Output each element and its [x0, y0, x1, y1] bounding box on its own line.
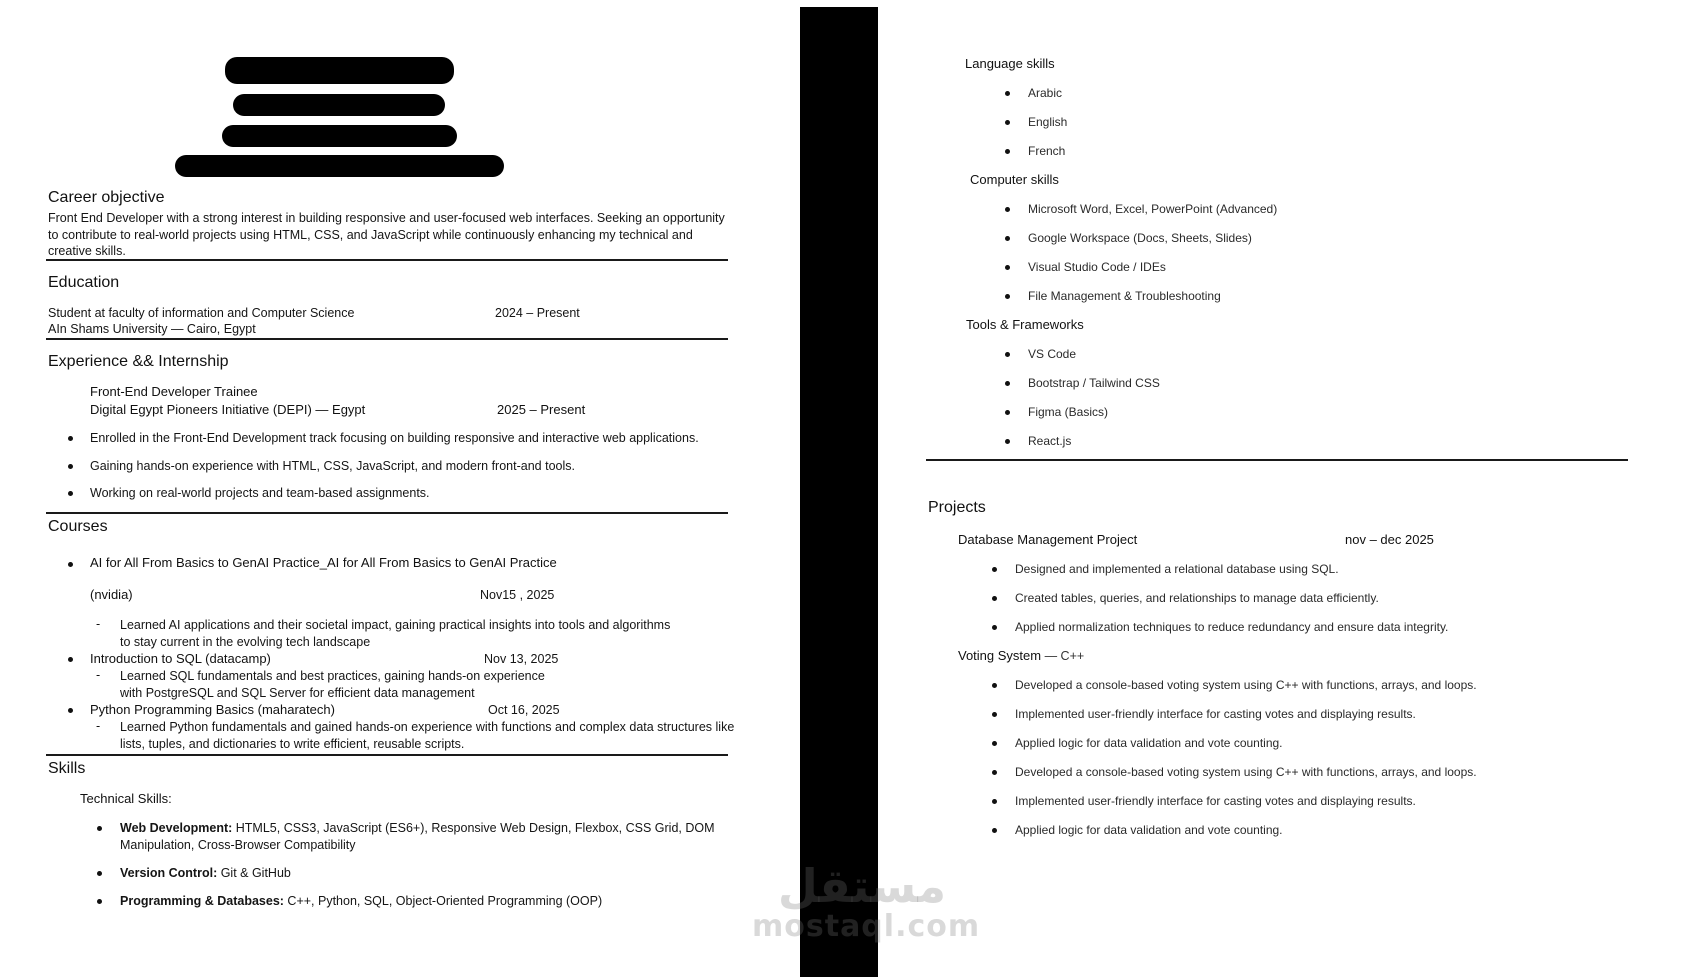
bullet [992, 741, 997, 746]
course-detail: lists, tuples, and dictionaries to write efficient, reusable scripts. [120, 737, 465, 751]
bullet [992, 567, 997, 572]
bullet [1005, 149, 1010, 154]
bullet [992, 770, 997, 775]
bullet [1005, 439, 1010, 444]
course-detail: to stay current in the evolving tech landscape [120, 635, 371, 649]
course-title: Python Programming Basics (maharatech) [90, 702, 335, 717]
section-divider [46, 338, 728, 340]
project-bullet: Implemented user-friendly interface for casting votes and displaying results. [1015, 707, 1416, 721]
watermark-arabic: مستقل [777, 859, 947, 913]
skill-key: Version Control: [120, 866, 218, 880]
experience-role: Front-End Developer Trainee [90, 384, 258, 399]
language-item: French [1028, 144, 1066, 158]
project-title: Database Management Project [958, 532, 1138, 547]
experience-bullet: Working on real-world projects and team-based assignments. [90, 486, 430, 500]
skill-key: Programming & Databases: [120, 894, 284, 908]
experience-bullet: Gaining hands-on experience with HTML, CSS, JavaScript, and modern front-and tools. [90, 459, 575, 473]
course-date: Nov 13, 2025 [484, 652, 559, 666]
bullet [992, 596, 997, 601]
bullet [68, 708, 73, 713]
project-bullet: Developed a console-based voting system using C++ with functions, arrays, and loops. [1015, 678, 1477, 692]
redacted-contact-block [222, 125, 457, 147]
bullet [1005, 120, 1010, 125]
computer-skill-item: Visual Studio Code / IDEs [1028, 260, 1166, 274]
project-bullet: Created tables, queries, and relationships to manage data efficiently. [1015, 591, 1379, 605]
bullet [68, 491, 73, 496]
bullet [1005, 294, 1010, 299]
computer-skill-item: File Management & Troubleshooting [1028, 289, 1221, 303]
education-heading: Education [48, 274, 120, 291]
page-gap-divider [800, 7, 878, 977]
computer-skills-heading: Computer skills [970, 172, 1059, 187]
skills-heading: Skills [48, 760, 86, 777]
course-detail: Learned SQL fundamentals and best practices, gaining hands-on experience [120, 669, 545, 683]
resume-page-right [878, 0, 1700, 970]
bullet [992, 799, 997, 804]
education-dates: 2024 – Present [495, 306, 580, 320]
experience-heading: Experience && Internship [48, 353, 229, 370]
project-bullet: Applied logic for data validation and vote counting. [1015, 736, 1283, 750]
bullet [992, 683, 997, 688]
watermark-latin: mostaql.com [752, 909, 981, 944]
skill-value: C++, Python, SQL, Object-Oriented Programming (OOP) [283, 894, 603, 908]
mostaql-watermark [752, 859, 981, 944]
language-item: Arabic [1028, 86, 1063, 100]
bullet [1005, 352, 1010, 357]
bullet [97, 871, 102, 876]
skill-value: HTML5, CSS3, JavaScript (ES6+), Responsive Web Design, Flexbox, CSS Grid, DOM [232, 821, 715, 835]
course-date: Nov15 , 2025 [480, 588, 555, 602]
bullet [992, 828, 997, 833]
bullet [1005, 410, 1010, 415]
bullet [97, 826, 102, 831]
course-date: Oct 16, 2025 [488, 703, 560, 717]
tool-item: Bootstrap / Tailwind CSS [1028, 376, 1160, 390]
tools-heading: Tools & Frameworks [966, 317, 1084, 332]
computer-skill-item: Microsoft Word, Excel, PowerPoint (Advanced) [1028, 202, 1278, 216]
projects-heading: Projects [928, 499, 986, 516]
redacted-name-block [225, 57, 454, 84]
project-dates: nov – dec 2025 [1345, 532, 1434, 547]
course-detail: Learned AI applications and their societal impact, gaining practical insights into tools and algorithms [120, 618, 671, 632]
bullet [1005, 265, 1010, 270]
project-bullet: Designed and implemented a relational database using SQL. [1015, 562, 1339, 576]
bullet [68, 657, 73, 662]
courses-heading: Courses [48, 518, 108, 535]
skill-key: Web Development: [120, 821, 233, 835]
section-divider [46, 754, 728, 756]
bullet [992, 712, 997, 717]
project-bullet: Applied normalization techniques to reduce redundancy and ensure data integrity. [1015, 620, 1449, 634]
career-heading: Career objective [48, 189, 165, 206]
bullet [68, 562, 73, 567]
education-university: AIn Shams University — Cairo, Egypt [48, 322, 256, 336]
tool-item: VS Code [1028, 347, 1077, 361]
career-text: Front End Developer with a strong interest in building responsive and user-focused web interfaces. Seeking an opportunity to contribute to real-world projects using HTML, CSS, and JavaScript while continuously enhancing my technical and creative skills. [48, 211, 725, 258]
course-title: AI for All From Basics to GenAI Practice_AI for All From Basics to GenAI Practice [90, 555, 557, 570]
language-skills-heading: Language skills [965, 56, 1055, 71]
redacted-contact-block [233, 94, 445, 116]
experience-dates: 2025 – Present [497, 402, 586, 417]
bullet [68, 436, 73, 441]
language-item: English [1028, 115, 1068, 129]
dash-marker: - [96, 668, 101, 682]
bullet [68, 464, 73, 469]
section-divider [46, 259, 728, 261]
bullet [97, 899, 102, 904]
course-detail: Learned Python fundamentals and gained hands-on experience with functions and complex data structures like [120, 720, 735, 734]
skill-value: Git & GitHub [217, 866, 291, 880]
project-bullet: Developed a console-based voting system using C++ with functions, arrays, and loops. [1015, 765, 1477, 779]
course-detail: with PostgreSQL and SQL Server for efficient data management [120, 686, 475, 700]
project-title-line [958, 648, 1084, 663]
skill-line [120, 865, 291, 882]
experience-bullet: Enrolled in the Front-End Development track focusing on building responsive and interactive web applications. [90, 431, 699, 445]
education-line: Student at faculty of information and Computer Science [48, 306, 355, 320]
course-title: Introduction to SQL (datacamp) [90, 651, 271, 666]
project-bullet: Implemented user-friendly interface for casting votes and displaying results. [1015, 794, 1416, 808]
skill-line [120, 820, 715, 837]
project-title: Voting System [958, 648, 1042, 663]
redacted-contact-block [175, 155, 504, 177]
bullet [1005, 207, 1010, 212]
project-language: — C++ [1041, 649, 1085, 663]
skill-line [120, 893, 602, 910]
bullet [1005, 91, 1010, 96]
section-divider [46, 512, 728, 514]
tool-item: Figma (Basics) [1028, 405, 1109, 419]
bullet [992, 625, 997, 630]
dash-marker: - [96, 719, 101, 733]
bullet [1005, 381, 1010, 386]
course-provider: (nvidia) [90, 587, 133, 602]
section-divider [926, 459, 1628, 461]
resume-page-left [0, 0, 800, 970]
bullet [1005, 236, 1010, 241]
computer-skill-item: Google Workspace (Docs, Sheets, Slides) [1028, 231, 1252, 245]
experience-org: Digital Egypt Pioneers Initiative (DEPI) — Egypt [90, 402, 366, 417]
skill-line-continued: Manipulation, Cross-Browser Compatibility [120, 838, 356, 852]
technical-skills-label: Technical Skills: [80, 791, 172, 806]
project-bullet: Applied logic for data validation and vote counting. [1015, 823, 1283, 837]
dash-marker: - [96, 617, 101, 631]
tool-item: React.js [1028, 434, 1072, 448]
